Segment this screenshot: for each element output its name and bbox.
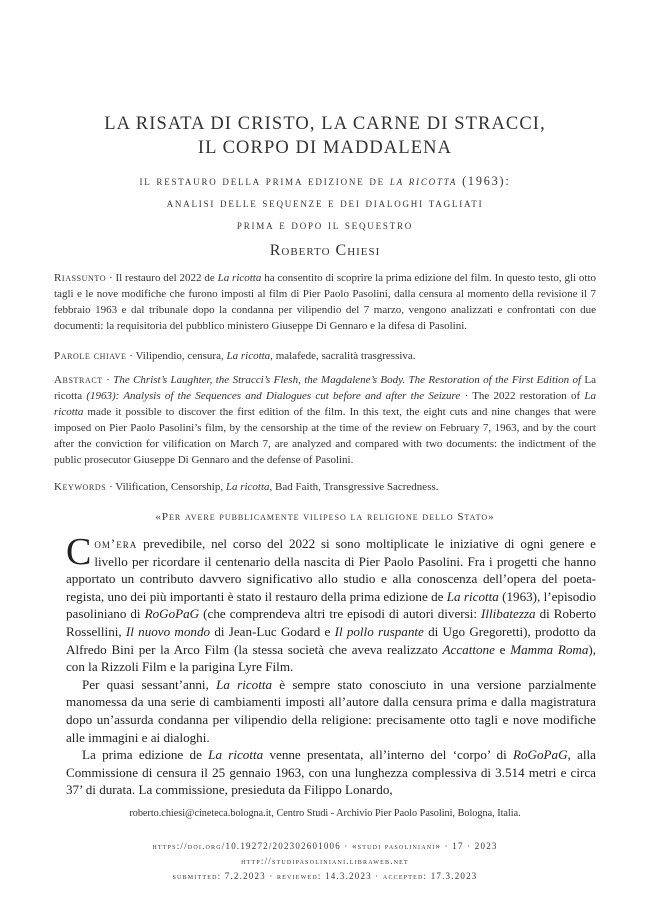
article-title <box>40 112 610 160</box>
film-title: Mamma Roma <box>510 641 589 657</box>
paragraph-2 <box>66 676 596 746</box>
paragraph-text: venne presentata, all’interno del ‘corpo’ di <box>263 747 513 763</box>
separator: · <box>106 481 116 493</box>
keywords-text: Vilification, Censorship, <box>115 481 226 493</box>
author-name: Roberto Chiesi <box>269 242 381 259</box>
parole-chiave-italic: La ricotta, <box>226 350 273 362</box>
film-title: Illibatezza <box>481 606 536 622</box>
film-title: La ricotta <box>446 588 499 604</box>
paragraph-1 <box>66 531 597 676</box>
riassunto-text: Il restauro del 2022 de <box>115 272 218 284</box>
keywords-text: , Bad Faith, Transgressive Sacredness. <box>269 481 439 493</box>
riassunto-italic: La ricotta <box>217 272 262 284</box>
subtitle-line-1 <box>40 170 610 192</box>
film-title: Il nuovo mondo <box>125 623 211 639</box>
abstract-italic: (1963): Analysis of the Sequences and Dialogues cut before and after the Seizure <box>82 390 461 402</box>
paragraph-text: e <box>494 641 511 657</box>
subtitle-line-2: analisi delle sequenze e dei dialoghi tagliati <box>166 196 484 210</box>
separator: · <box>102 374 114 386</box>
paragraph-text: ), con la Rizzoli Film e la parigina Lyre Film. <box>66 641 597 675</box>
paragraph-text: (1963), l’episodio pasoliniano di <box>66 588 596 622</box>
paragraph-3 <box>66 746 596 799</box>
article-subtitle <box>40 170 610 236</box>
paragraph-text: (che comprendeva altri tre episodi di autori diversi: <box>199 606 482 622</box>
keywords-label: Keywords <box>54 481 107 493</box>
abstract-italic: La ricotta <box>54 390 596 418</box>
subtitle-text: il restauro della prima edizione de <box>139 174 385 188</box>
title-block <box>40 112 610 260</box>
parole-chiave-label: Parole chiave <box>54 350 127 362</box>
paragraph-text: Per quasi sessant’anni, <box>82 676 217 692</box>
paragraph-text: , alla Commissione di censura il 25 gennaio 1963, con una lunghezza complessiva di 3.514 metri e circa 37’ di durata. La commissione, presieduta da Filippo Lonardo, <box>66 747 596 798</box>
separator: · <box>106 272 116 284</box>
parole-chiave <box>54 348 596 364</box>
subtitle-italic: la ricotta <box>389 174 458 188</box>
parole-chiave-text: Vilipendio, censura, <box>135 350 227 362</box>
journal-url: http://studipasoliniani.libraweb.net <box>241 856 409 866</box>
abstract-text: · The 2022 restoration of <box>460 390 585 402</box>
riassunto <box>54 270 596 334</box>
paragraph-text: di Roberto Rossellini, <box>66 606 596 639</box>
subtitle-year: (1963): <box>462 174 511 188</box>
abstract-text: made it possible to discover the first edition of the film. In this text, the eight cuts and nine changes that were imposed on Pier Paolo Pasolini’s film, by the censorship at the time of the review on February 7, 1963, and by the court after the conviction for vilification on March 7, are analyzed and compared with two documents: the indictment of the public prosecutor Giuseppe Di Gennaro and the defense of Pasolini. <box>54 406 596 466</box>
paragraph-text: di Ugo Gregoretti), prodotto da Alfredo Bini per la Arco Film (la stessa società che aveva realizzato <box>66 623 596 657</box>
riassunto-label: Riassunto <box>54 272 107 284</box>
film-title: Accattone <box>442 641 495 657</box>
abstract-italic: The Christ’s Laughter, the Stracci’s Flesh, the Magdalene’s Body. The Restoration of the First Edition of <box>113 374 585 386</box>
parole-chiave-text: malafede, sacralità trasgressiva. <box>272 350 416 362</box>
author-affiliation-footnote: roberto.chiesi@cineteca.bologna.it, Centro Studi - Archivio Pier Paolo Pasolini, Bologna, Italia. <box>129 808 521 819</box>
film-title: Il pollo ruspante <box>334 623 424 639</box>
keywords <box>54 479 596 495</box>
paragraph-text: di Jean-Luc Godard e <box>210 623 335 639</box>
film-title: La ricotta <box>216 676 273 692</box>
film-title: RoGoPaG <box>144 606 200 622</box>
separator: · <box>126 350 136 362</box>
film-title: La ricotta <box>208 747 264 763</box>
title-line-1: LA RISATA DI CRISTO, LA CARNE DI STRACCI, <box>104 114 546 134</box>
abstract <box>54 372 596 468</box>
drop-cap: C <box>66 531 92 573</box>
abstract-label: Abstract <box>54 374 103 386</box>
riassunto-text: ha consentito di scoprire la prima edizione del film. In questo testo, gli otto tagli e le nove modifiche che furono imposti al film di Pier Paolo Pasolini, dalla censura al momento della revisione il 7 febbraio 1963 e dal tribunale dopo la condanna per vilipendio del 7 marzo, vengono analizzati e confrontati con due documenti: la requisitoria del pubblico ministero Giuseppe Di Gennaro e la difesa di Pasolini. <box>54 272 597 332</box>
title-line-2: IL CORPO DI MADDALENA <box>197 138 453 158</box>
paragraph-text: La prima edizione de <box>82 747 209 763</box>
doi-line: https://doi.org/10.19272/202302601006 · «studi pasoliniani» · 17 · 2023 <box>152 841 498 851</box>
keywords-italic: La ricotta <box>225 481 270 493</box>
subtitle-line-3: prima e dopo il sequestro <box>236 218 414 232</box>
submission-dates: submitted: 7.2.2023 · reviewed: 14.3.2023 · accepted: 17.3.2023 <box>172 871 478 881</box>
film-title: RoGoPaG <box>512 747 568 763</box>
body-text <box>66 531 597 799</box>
paragraph-text: prevedibile, nel corso del 2022 si sono moltiplicate le iniziative di ogni genere e livello per ricordare il centenario della nascita di Pier Paolo Pasolini. Fra i progetti che hanno apportato un contributo davvero significativo allo studio e alla conoscenza dell’opera del poeta-regista, uno dei più importanti è stato il restauro della prima edizione de <box>66 536 596 604</box>
epigraph: «Per avere pubblicamente vilipeso la religione dello Stato» <box>155 511 495 523</box>
abstract-text: La ricotta <box>54 374 596 402</box>
opening-smallcaps: om’era <box>94 536 138 551</box>
paragraph-text: è sempre stato conosciuto in una versione parzialmente manomessa da una serie di cambiamenti imposti all’autore dalla censura prima e dalla magistratura dopo un’assurda condanna per vilipendio della religione: precisamente otto tagli e nove modifiche alle immagini e ai dialoghi. <box>66 676 597 745</box>
